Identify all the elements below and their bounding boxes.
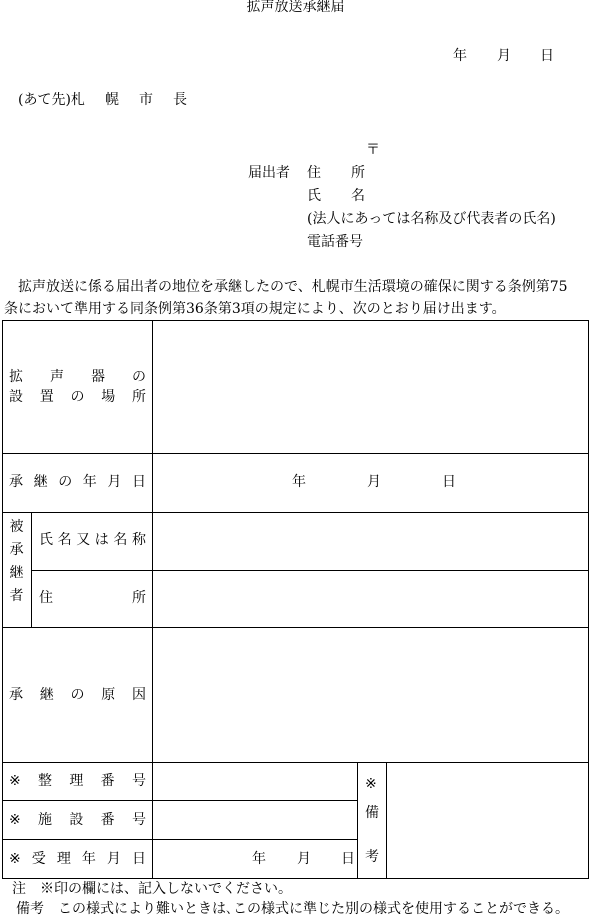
location-label-row2: 設 置 の 場 所 xyxy=(9,389,146,405)
name-label-2: 名 xyxy=(351,188,365,204)
address-label-1: 住 xyxy=(307,165,321,181)
remarks-mark: ※ xyxy=(365,776,377,792)
receipt-day: 日 xyxy=(341,851,355,867)
receipt-date-label: ※ 受 理 年 月 日 xyxy=(9,851,146,867)
phone-label: 電話番号 xyxy=(307,234,363,250)
remarks-label-1: 備 xyxy=(365,805,379,821)
predecessor-name-field[interactable] xyxy=(153,513,588,570)
note-1: 注 ※印の欄には、記入しないでください。 xyxy=(12,881,292,897)
cause-label: 承 継 の 原 因 xyxy=(9,687,146,703)
remarks-label-2: 考 xyxy=(365,849,379,865)
succession-month: 月 xyxy=(367,474,381,490)
applicant-label: 届出者 xyxy=(248,165,290,181)
address-label-2: 所 xyxy=(351,165,365,181)
date-month: 月 xyxy=(497,48,511,64)
predecessor-label: 被 承 継 者 xyxy=(9,519,24,604)
cause-field[interactable] xyxy=(153,628,588,762)
succession-date-label: 承 継 の 年 月 日 xyxy=(9,474,146,490)
predecessor-address-label: 住 所 xyxy=(39,590,146,606)
receipt-month: 月 xyxy=(297,851,311,867)
notification-form-table xyxy=(2,320,589,879)
receipt-year: 年 xyxy=(252,851,266,867)
location-field[interactable] xyxy=(153,321,588,453)
predecessor-name-label: 氏 名 又 は 名 称 xyxy=(39,532,146,548)
date-year: 年 xyxy=(453,48,467,64)
corporation-note: (法人にあっては名称及び代表者の氏名) xyxy=(307,211,556,227)
date-day: 日 xyxy=(540,48,554,64)
facility-number-label: ※ 施 設 番 号 xyxy=(9,812,146,828)
footnotes xyxy=(12,882,569,922)
succession-year: 年 xyxy=(292,474,306,490)
declaration-line-2: 条において準用する同条例第36条第3項の規定により、次のとおり届け出ます。 xyxy=(4,301,506,317)
document-title: 拡声放送承継届 xyxy=(246,0,345,15)
location-label-row1: 拡 声 器 の xyxy=(9,369,146,385)
file-number-label: ※ 整 理 番 号 xyxy=(9,773,146,789)
predecessor-address-field[interactable] xyxy=(153,571,588,627)
postal-mark: 〒 xyxy=(366,142,380,158)
declaration-text xyxy=(4,276,589,320)
note-2: 備考 この様式により難いときは､この様式に準じた別の様式を使用することができる。 xyxy=(16,901,569,917)
succession-day: 日 xyxy=(442,474,456,490)
name-label-1: 氏 xyxy=(307,188,321,204)
declaration-line-1: 拡声放送に係る届出者の地位を承継したので、札幌市生活環境の確保に関する条例第75 xyxy=(18,279,568,295)
addressee: (あて先)札 幌 市 長 xyxy=(18,92,187,108)
